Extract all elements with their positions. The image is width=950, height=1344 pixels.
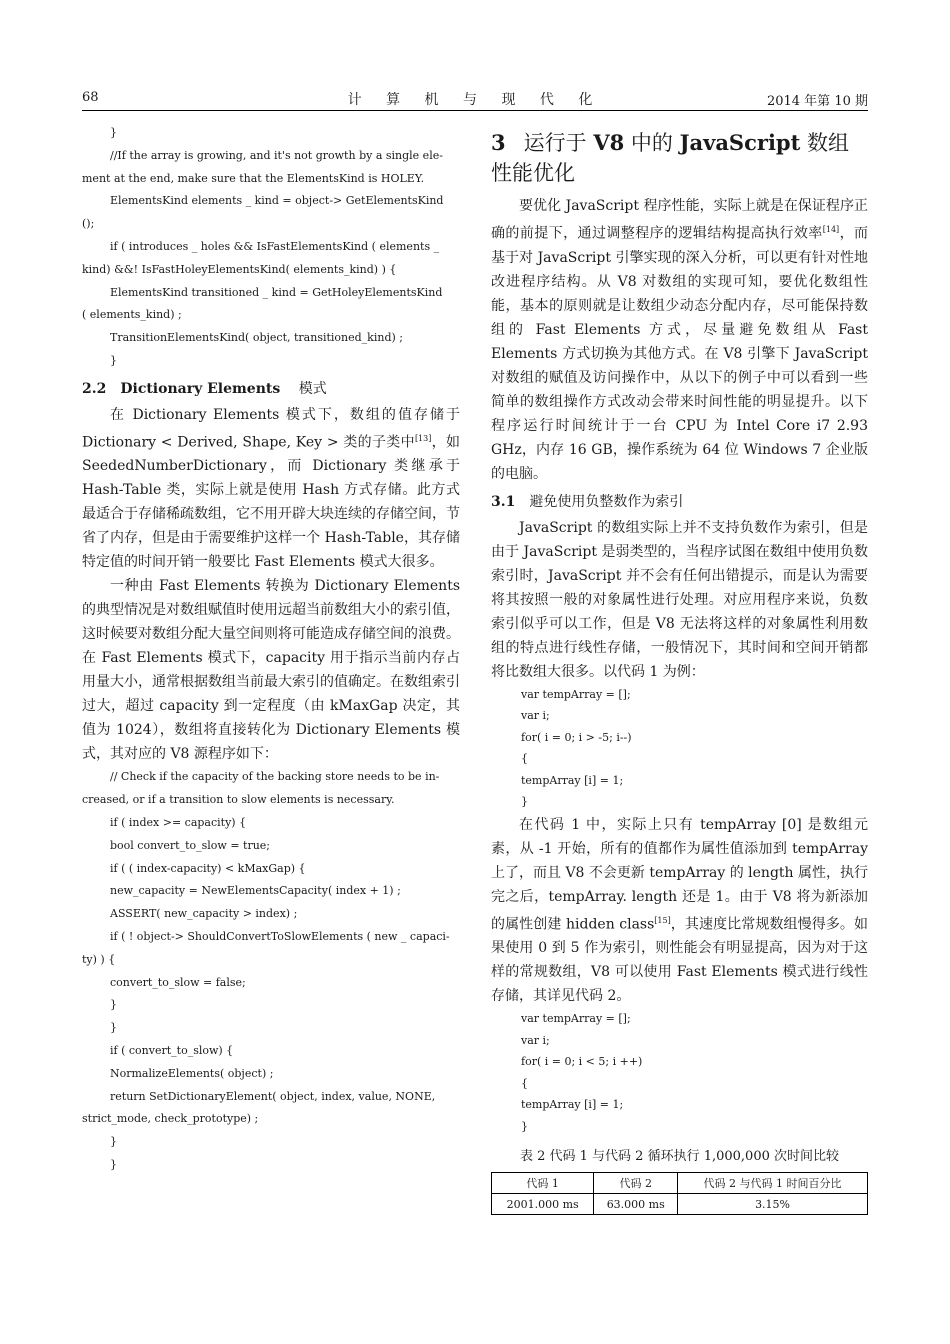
code-line: if ( ! object-> ShouldConvertToSlowElements ( new _ capaci- [110, 930, 450, 943]
code-line: if ( index >= capacity) { [110, 816, 247, 830]
code-line: { [521, 752, 528, 766]
code-line: TransitionElementsKind( object, transitioned_kind) ; [110, 331, 403, 345]
code-line: ment at the end, make sure that the ElementsKind is HOLEY. [82, 171, 425, 185]
section-title-part: 数组性能优化 [491, 131, 849, 185]
code-line: { [521, 1076, 528, 1090]
code-line: var i; [521, 709, 550, 723]
left-column [82, 122, 460, 1177]
right-column [491, 122, 868, 1215]
code-line: NormalizeElements( object) ; [110, 1066, 274, 1080]
code-line: ElementsKind elements _ kind = object-> GetElementsKind [110, 194, 444, 208]
code-block-1 [491, 684, 868, 813]
table-cell: 2001.000 ms [492, 1194, 594, 1215]
code-line: if ( ( index-capacity) < kMaxGap) { [110, 861, 306, 875]
paragraph-text: 在 Dictionary Elements 模式下，数组的值存储于 Dictionary < Derived, Shape, Key > 类的子类中 [82, 406, 460, 451]
code-line: if ( convert_to_slow) { [110, 1043, 234, 1057]
page-number: 68 [82, 90, 99, 105]
code-line: } [110, 1157, 117, 1171]
table-row [492, 1194, 868, 1215]
paragraph-text: 在代码 1 中，实际上只有 tempArray [0] 是数组元素，从 -1 开始，所有的值都作为属性值添加到 tempArray 上了，而且 V8 不会更新 tempArray 的 length 属性，执行完之后，tempArray. length 还是 1。由于 V8 将为新添加的属性创建 hidden class [491, 816, 869, 933]
paragraph [491, 813, 868, 1009]
code-line: if ( introduces _ holes && IsFastElementsKind ( elements _ [110, 239, 440, 253]
code-line: bool convert_to_slow = true; [110, 838, 271, 852]
page-header [82, 88, 868, 111]
code-line: tempArray [i] = 1; [521, 1098, 624, 1112]
issue-label: 2014 年第 10 期 [766, 94, 868, 109]
code-line: ( elements_kind) ; [82, 308, 182, 322]
section-title-suffix: 模式 [294, 380, 327, 397]
code-line: } [521, 1119, 528, 1133]
section-heading-2-2 [82, 377, 460, 401]
section-number: 3 [491, 130, 506, 155]
code-line: return SetDictionaryElement( object, index, value, NONE, [110, 1089, 436, 1103]
code-line: var tempArray = []; [521, 687, 631, 701]
paragraph-text: ，如 SeededNumberDictionary，而 Dictionary 类继承于 Hash-Table 类，实际上就是使用 Hash 方式存储。此方式最适合于存储稀疏数组，它不用开辟大块连续的存储空间，节省了内存，但是由于需要维护这样一个 Hash-Table，其存储特定值的时间开销一般要比 Fast Elements 模式大很多。 [82, 434, 460, 571]
code-line: new_capacity = NewElementsCapacity( index + 1) ; [110, 884, 401, 898]
section-number: 2.2 [82, 380, 107, 397]
paragraph [491, 194, 868, 486]
table-cell: 63.000 ms [594, 1194, 678, 1215]
code-line: for( i = 0; i > -5; i--) [521, 730, 632, 744]
table-caption: 表 2 代码 1 与代码 2 循环执行 1,000,000 次时间比较 [519, 1149, 840, 1165]
paragraph: JavaScript 的数组实际上并不支持负数作为索引，但是由于 JavaScript 是弱类型的，当程序试图在数组中使用负数索引时，JavaScript 并不会有任何出错提示，而是认为需要将其按照一般的对象属性进行处理。对应用程序来说，负数索引似乎可以工作，但是 V8 无法将这样的对象属性利用数组的特点进行线性存储，一般情况下，其时间和空间开销都将比数组大很多。以代码 1 为例： [491, 519, 868, 680]
code-line: ElementsKind transitioned _ kind = GetHoleyElementsKind [110, 285, 443, 299]
table-cell: 3.15% [678, 1194, 868, 1215]
code-block-capacity [82, 766, 460, 1176]
table-header-cell: 代码 2 与代码 1 时间百分比 [678, 1173, 868, 1194]
code-line: } [110, 353, 117, 367]
section-title-part: JavaScript [679, 130, 801, 155]
section-title-bold: Dictionary Elements [120, 380, 281, 397]
code-line: } [110, 126, 117, 139]
code-line: kind) &&! IsFastHoleyElementsKind( elements_kind) ) { [82, 262, 397, 276]
code-line: creased, or if a transition to slow elements is necessary. [82, 793, 395, 807]
table-header-cell: 代码 1 [492, 1173, 594, 1194]
section-title: 避免使用负整数作为索引 [529, 493, 684, 510]
table-header-cell: 代码 2 [594, 1173, 678, 1194]
section-title-part: V8 [593, 130, 625, 155]
code-line: } [110, 998, 117, 1012]
code-line: } [110, 1021, 117, 1035]
journal-title: 计 算 机 与 现 代 化 [347, 92, 603, 108]
code-line: convert_to_slow = false; [110, 975, 246, 989]
code-block-2 [491, 1008, 868, 1137]
paragraph-text: ，其速度比常规数组慢得多。如果使用 0 到 5 作为索引，则性能会有明显提高，因为对于这样的常规数组，V8 可以使用 Fast Elements 模式进行线性存储，其详见代码 2。 [491, 916, 868, 1005]
citation: [13] [414, 433, 432, 443]
code-line: var tempArray = []; [521, 1012, 631, 1026]
code-line: var i; [521, 1033, 550, 1047]
code-line: //If the array is growing, and it's not growth by a single ele- [110, 148, 443, 162]
code-line: ty) ) { [82, 952, 116, 966]
paragraph: 一种由 Fast Elements 转换为 Dictionary Elements 的典型情况是对数组赋值时使用远超当前数组大小的索引值，这时候要对数组分配大量空间则将可能造成存储空间的浪费。在 Fast Elements 模式下，capacity 用于指示当前内存占用量大小，通常根据数组当前最大索引的值确定。在数组索引过大，超过 capacity 到一定程度（由 kMaxGap 决定，其值为 1024），数组将直接转化为 Dictionary Elements 模式，其对应的 V8 源程序如下： [82, 578, 460, 763]
section-title-part: 中的 [624, 131, 680, 155]
code-block-elementskind [82, 122, 460, 373]
section-title-part: 运行于 [523, 131, 594, 155]
section-number: 3.1 [491, 493, 516, 510]
paragraph-text: ，而基于对 JavaScript 引擎实现的深入分析，可以更有针对性地改进程序结构。从 V8 对数组的实现可知，要优化数组性能，基本的原则就是让数组少动态分配内存，尽可能保持数组的 Fast Elements 方式，尽量避免数组从 Fast Elements 方式切换为其他方式。在 V8 引擎下 JavaScript 对数组的赋值及访问操作中，从以下的例子中可以看到一些简单的数组操作方式改动会带来时间性能的明显提升。以下程序运行时间统计于一台 CPU 为 Intel Core i7 2.93 GHz，内存 16 GB，操作系统为 64 位 Windows 7 企业版的电脑。 [491, 225, 869, 482]
table-header-row [492, 1173, 868, 1194]
section-heading-3-1 [491, 490, 868, 514]
code-line: // Check if the capacity of the backing store needs to be in- [110, 770, 440, 784]
code-line: } [521, 795, 528, 809]
paragraph [82, 403, 460, 575]
section-heading-3 [491, 128, 868, 188]
timing-table [491, 1172, 868, 1215]
citation: [15] [654, 915, 671, 925]
code-line: (); [82, 217, 95, 231]
code-line: } [110, 1135, 117, 1149]
code-line: ASSERT( new_capacity > index) ; [110, 907, 298, 921]
paragraph-text: 要优化 JavaScript 程序性能，实际上就是在保证程序正确的前提下，通过调整程序的逻辑结构提高执行效率 [491, 198, 868, 242]
code-line: strict_mode, check_prototype) ; [82, 1112, 259, 1126]
citation: [14] [822, 225, 840, 234]
code-line: for( i = 0; i < 5; i ++) [521, 1055, 643, 1069]
code-line: tempArray [i] = 1; [521, 773, 624, 787]
